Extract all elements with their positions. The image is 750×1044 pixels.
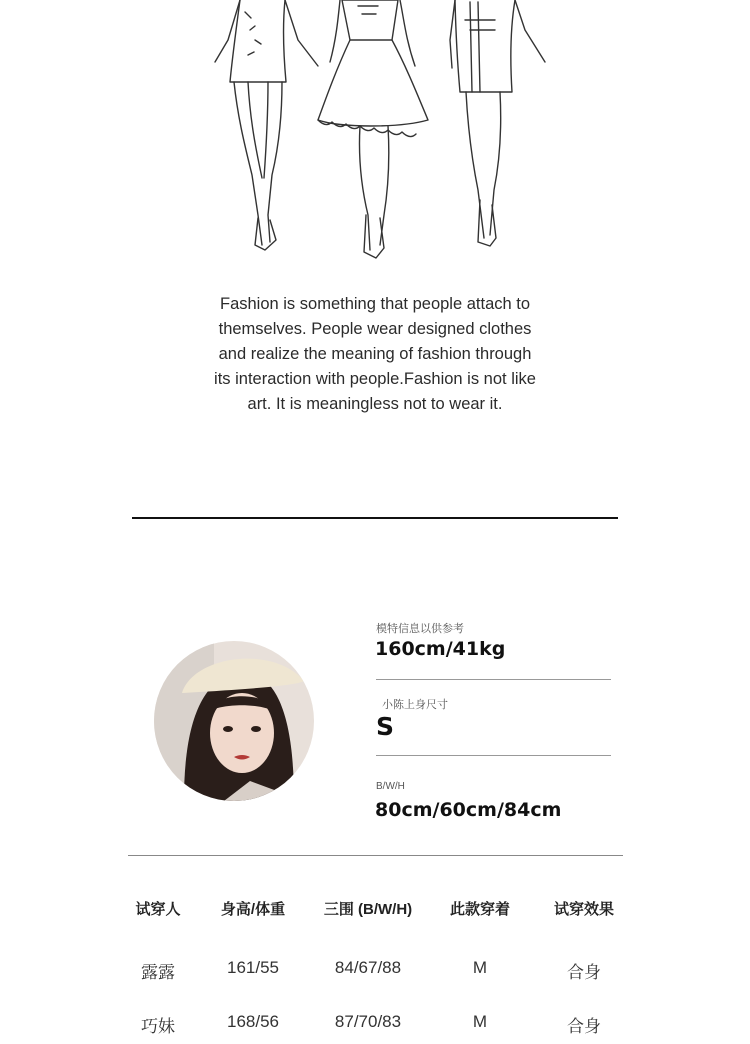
table-cell: M <box>472 1012 488 1031</box>
info-divider <box>376 679 611 680</box>
quote-line: themselves. People wear designed clothes <box>218 320 532 338</box>
table-cell: 合身 <box>567 963 601 982</box>
quote-line: Fashion is something that people attach to <box>219 295 531 313</box>
bwh-value: 80cm/60cm/84cm <box>375 799 562 821</box>
info-divider <box>376 755 611 756</box>
table-top-divider <box>128 855 623 856</box>
figure-left-sketch <box>215 0 318 250</box>
table-cell: M <box>472 958 488 977</box>
table-header-height-weight: 身高/体重 <box>220 901 286 918</box>
figure-right-sketch <box>450 0 545 246</box>
table-cell: 巧妹 <box>141 1017 175 1036</box>
table-cell: 87/70/83 <box>334 1012 402 1031</box>
model-avatar <box>154 641 314 801</box>
section-divider <box>132 517 618 519</box>
table-header-size-worn: 此款穿着 <box>449 901 510 918</box>
table-cell: 84/67/88 <box>334 958 402 977</box>
table-cell: 161/55 <box>227 958 279 977</box>
table-header-measurements: 三围 (B/W/H) <box>323 901 413 918</box>
table-header-tester: 试穿人 <box>135 901 181 918</box>
quote-line: and realize the meaning of fashion through <box>218 345 532 363</box>
model-height-weight: 160cm/41kg <box>375 638 506 660</box>
bwh-label: B/W/H <box>376 781 405 792</box>
table-cell: 露露 <box>141 963 175 982</box>
table-cell: 合身 <box>567 1017 601 1036</box>
quote-line: its interaction with people.Fashion is not like <box>214 370 536 388</box>
size-label: 小陈上身尺寸 <box>382 699 448 711</box>
fashion-sketch-illustration <box>0 0 750 270</box>
model-info-label: 模特信息以供参考 <box>376 623 464 635</box>
fashion-quote <box>175 292 575 417</box>
quote-line: art. It is meaningless not to wear it. <box>247 395 503 413</box>
size-value: S <box>376 712 395 741</box>
figure-middle-sketch <box>318 0 428 258</box>
table-header-fit-result: 试穿效果 <box>553 901 614 918</box>
table-cell: 168/56 <box>227 1012 279 1031</box>
